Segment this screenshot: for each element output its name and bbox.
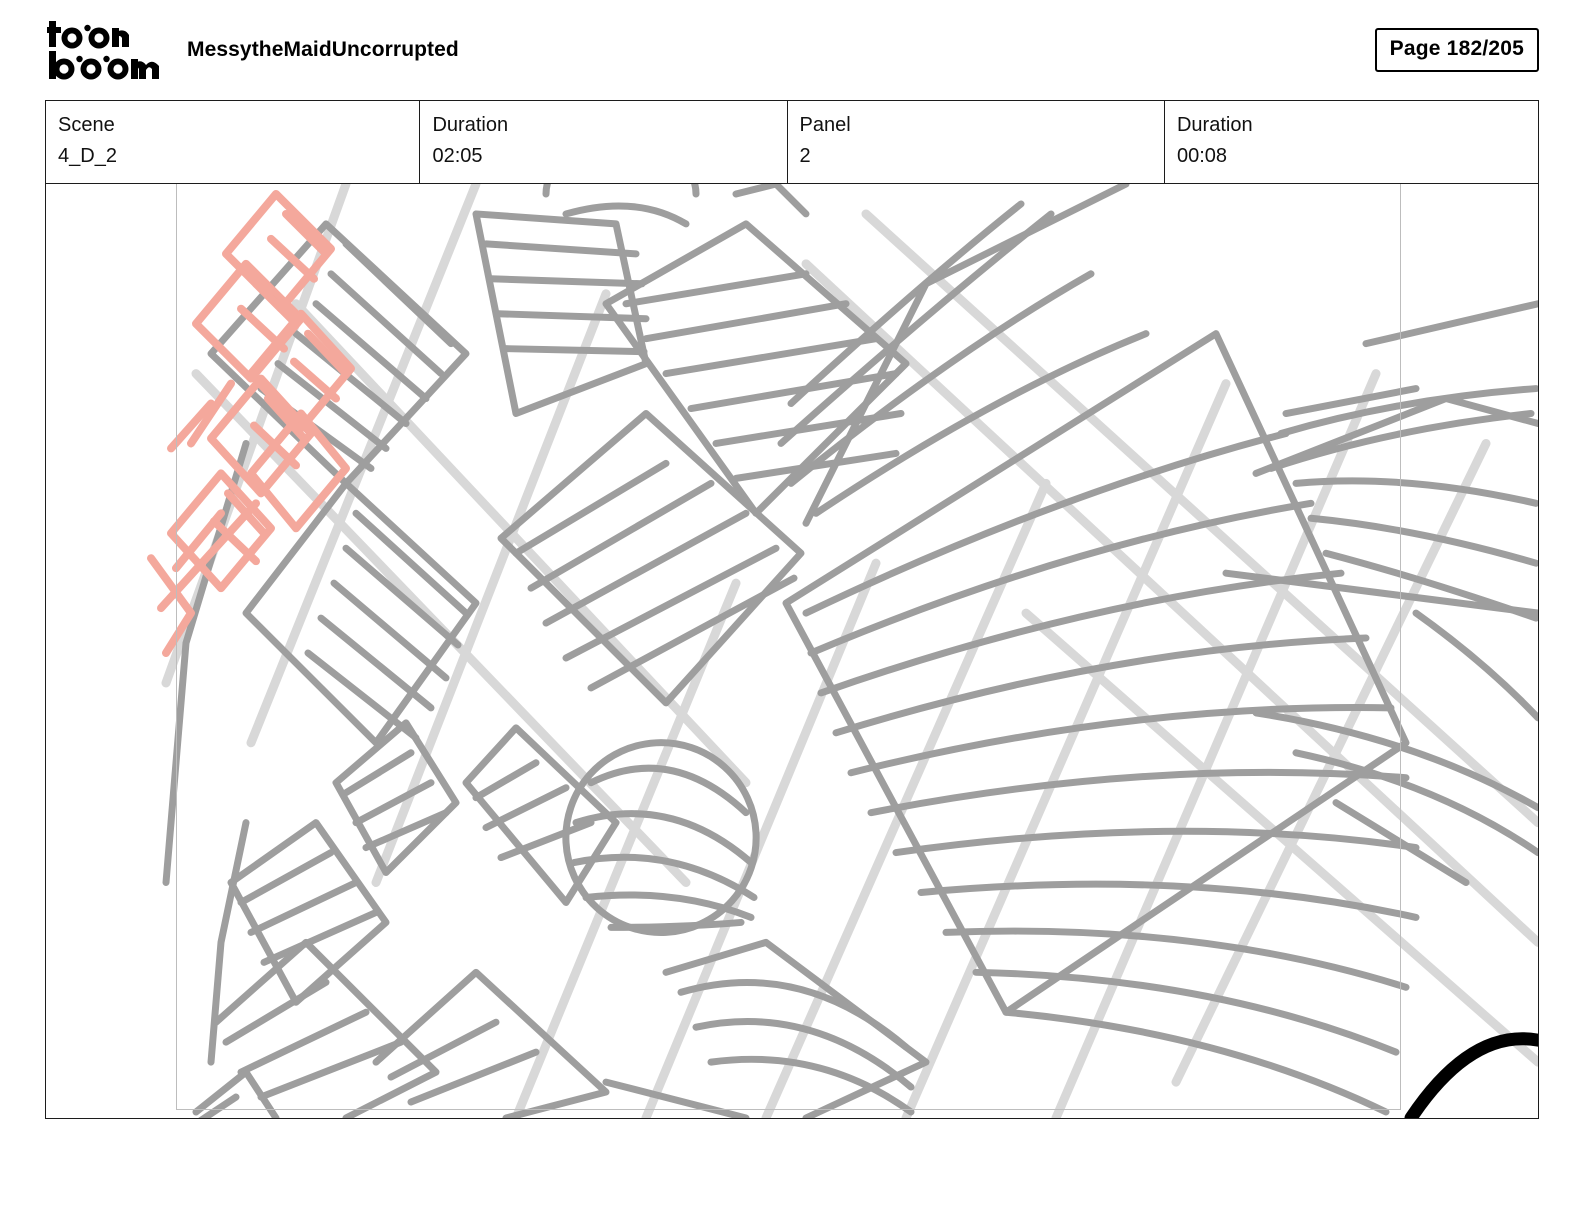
- scene-duration-value: 02:05: [432, 145, 483, 167]
- red-sketch-strokes: [151, 194, 351, 653]
- light-sketch-strokes: [166, 184, 1538, 1118]
- meta-cell-scene: [46, 101, 420, 183]
- panel-artwork: [46, 184, 1538, 1118]
- page-header: [45, 0, 1539, 100]
- scene-duration-label: Duration: [432, 114, 509, 136]
- gray-sketch-strokes: [166, 184, 1538, 1118]
- meta-cell-panel-duration: [1165, 101, 1538, 183]
- project-title: MessytheMaidUncorrupted: [187, 38, 459, 61]
- panel-label: Panel: [799, 114, 851, 136]
- panel-value: 2: [799, 145, 811, 167]
- meta-cell-scene-duration: [420, 101, 787, 183]
- page-indicator: Page 182/205: [1375, 28, 1539, 72]
- panel-duration-label: Duration: [1176, 114, 1253, 136]
- panel-duration-value: 00:08: [1176, 145, 1228, 167]
- storyboard-panel[interactable]: [45, 183, 1539, 1119]
- scene-value: 4_D_2: [58, 145, 117, 167]
- meta-cell-panel: [788, 101, 1165, 183]
- panel-metadata-table: [45, 100, 1539, 183]
- scene-label: Scene: [58, 114, 115, 136]
- toon-boom-logo: [47, 19, 167, 81]
